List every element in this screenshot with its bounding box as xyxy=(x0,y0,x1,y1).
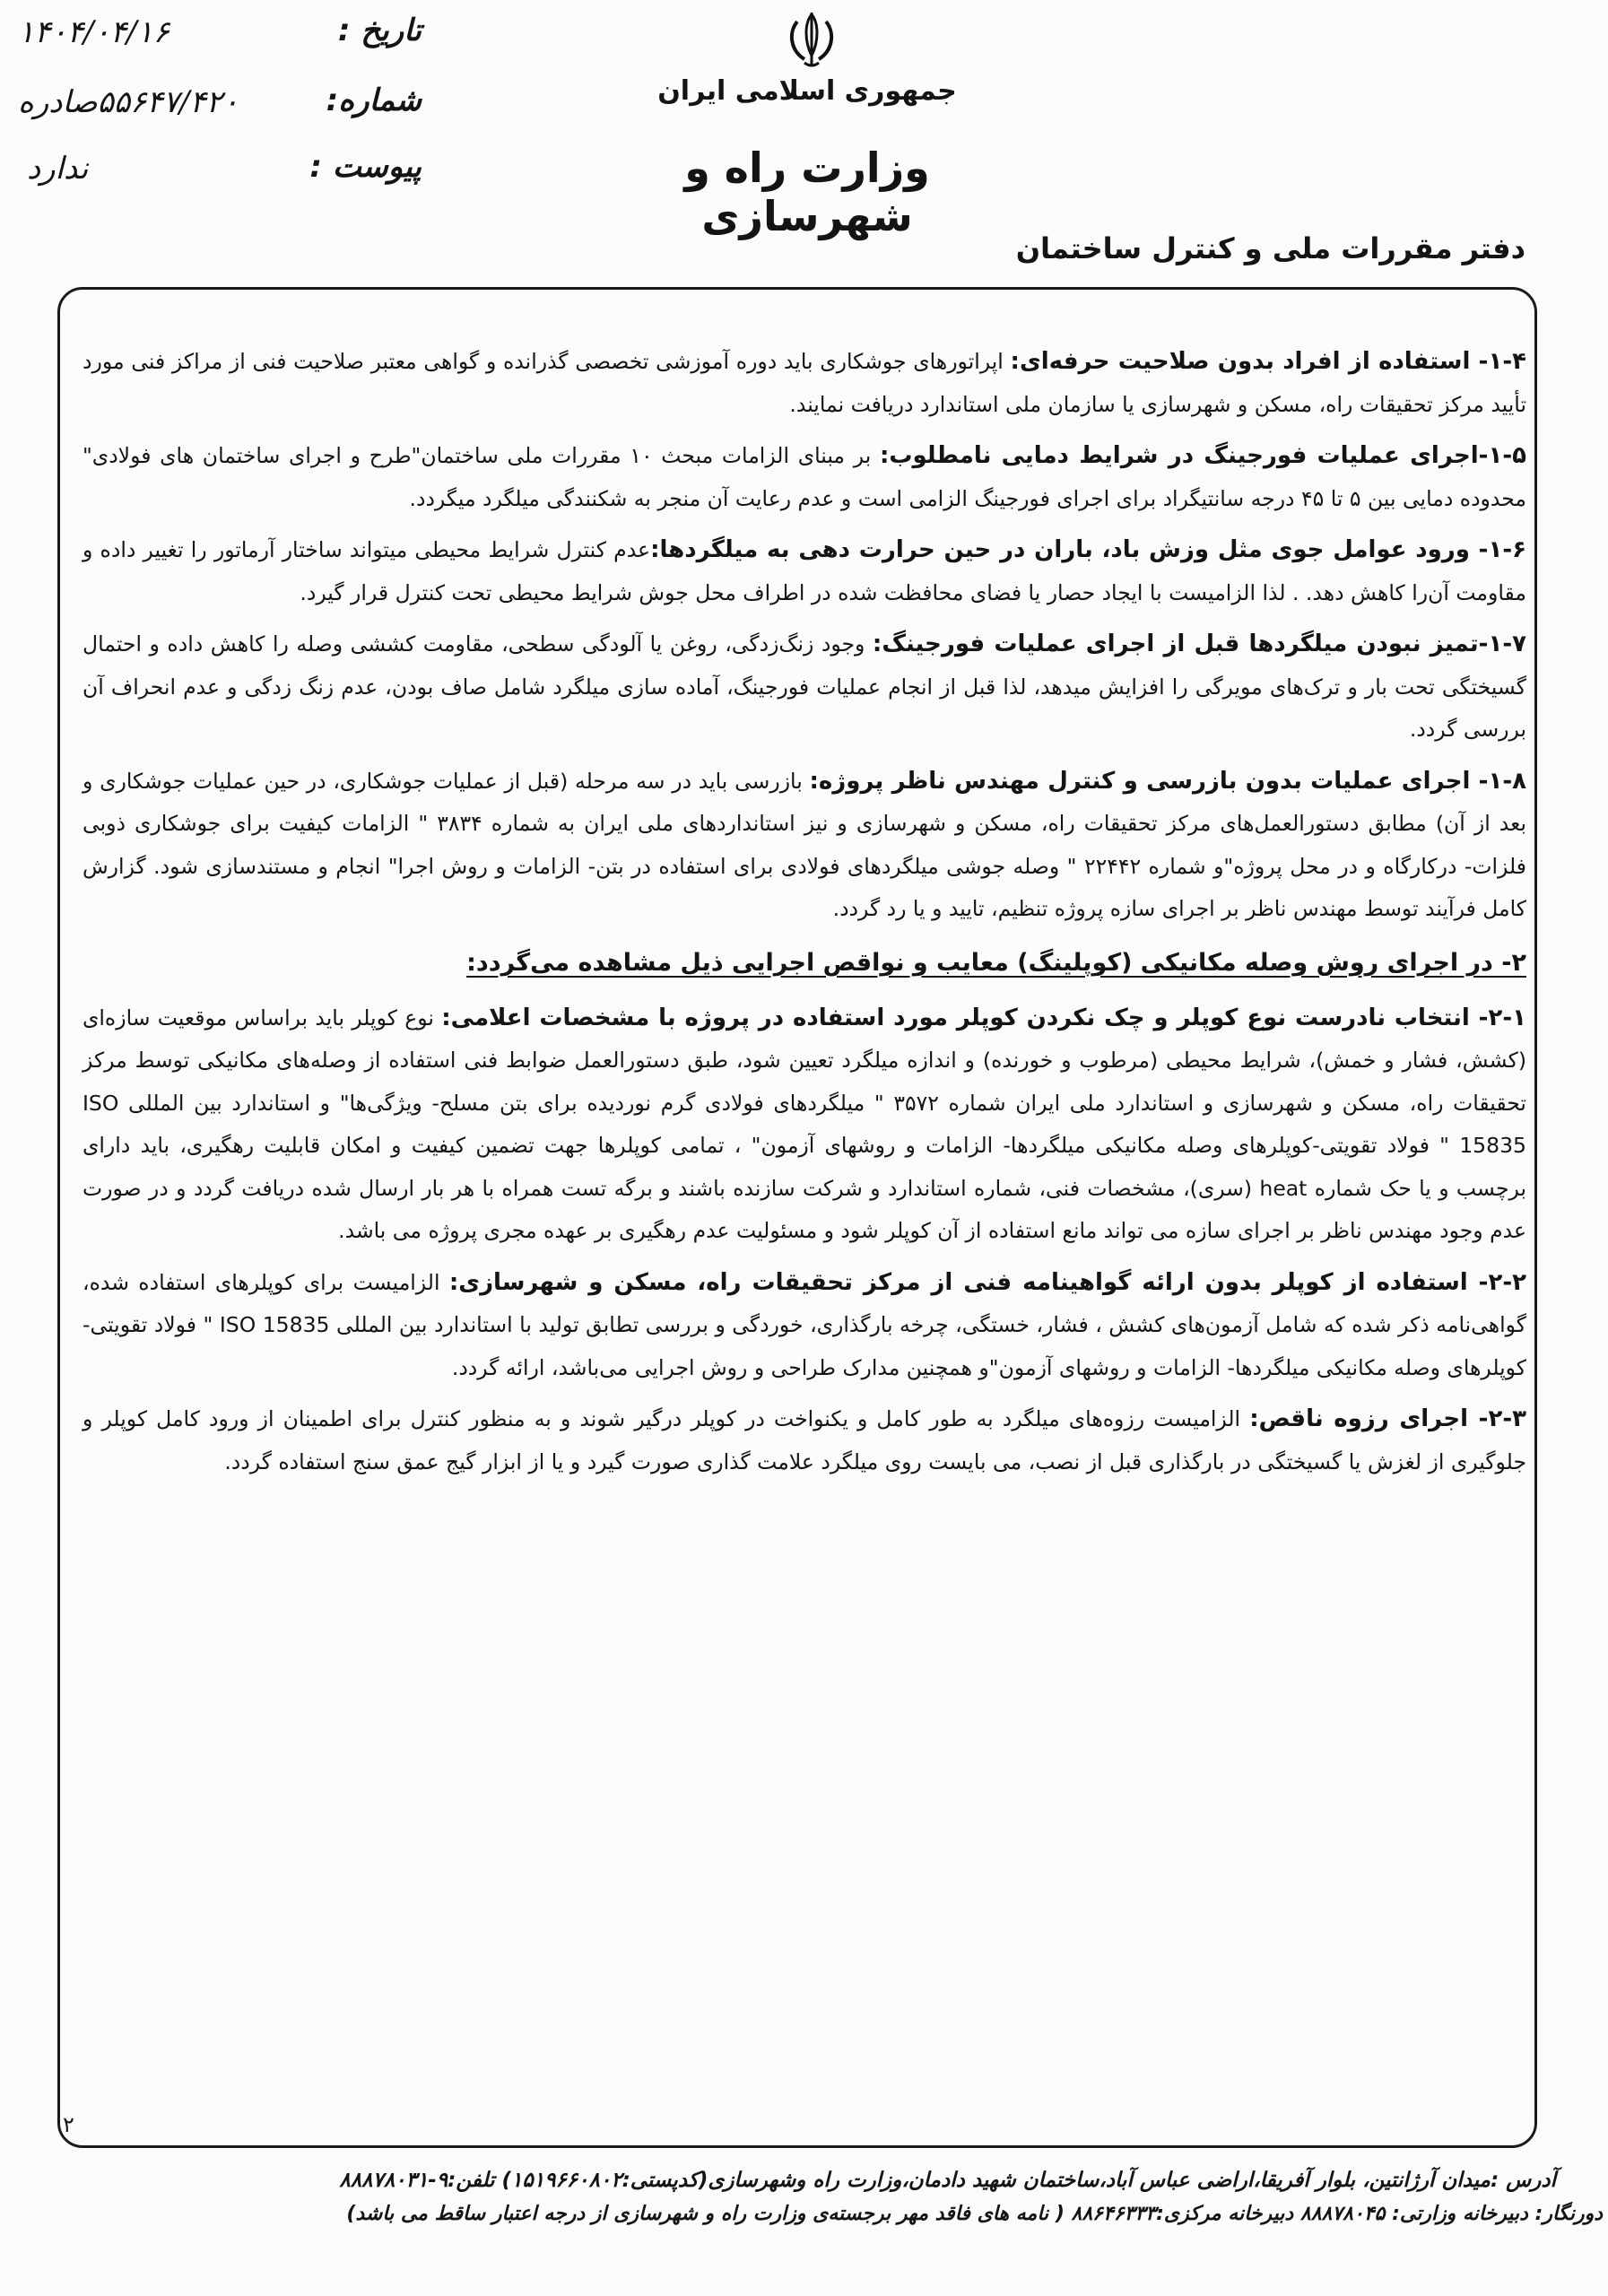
country-name: جمهوری اسلامی ایران xyxy=(657,75,957,107)
paragraph-heading: ۲-۲- استفاده از کوپلر بدون ارائه گواهینامه فنی از مرکز تحقیقات راه، مسکن و شهرسازی: xyxy=(448,1268,1526,1296)
office-title: دفتر مقررات ملی و کنترل ساختمان xyxy=(1015,231,1525,265)
paragraph-text: وجود زنگ‌زدگی، روغن یا آلودگی سطحی، مقاومت کششی وصله را کاهش داده و احتمال گسیختگی تحت بار و ترک‌های مویرگی را افزایش میدهد، لذا قبل از انجام عملیات فورجینگ، آماده سازی میلگرد شامل صاف بودن، عدم زنگ زدگی و عدم انحراف آن بررسی گردد. xyxy=(83,631,1526,742)
paragraph-heading: ۱-۸- اجرای عملیات بدون بازرسی و کنترل مهندس ناظر پروژه: xyxy=(809,767,1527,795)
ministry-name: وزارت راه و شهرسازی xyxy=(684,144,930,240)
attachment-label: پیوست : xyxy=(309,149,422,185)
date-row xyxy=(18,13,422,63)
paragraph-1-5 xyxy=(83,435,1526,520)
letter-body xyxy=(83,341,1526,1492)
paragraph-heading: ۲-۱- انتخاب نادرست نوع کوپلر و چک نکردن کوپلر مورد استفاده در پروژه با مشخصات اعلامی: xyxy=(441,1004,1526,1031)
section-2-title xyxy=(83,940,1526,987)
section-2-title-text: ۲- در اجرای روش وصله مکانیکی (کوپلینگ) معایب و نواقص اجرایی ذیل مشاهده می‌گردد: xyxy=(466,948,1526,977)
paragraph-heading: ۱-۶- ورود عوامل جوی مثل وزش باد، باران در حین حرارت دهی به میلگردها: xyxy=(650,536,1526,563)
paragraph-2-1 xyxy=(83,997,1526,1253)
paragraph-text: بازرسی باید در سه مرحله (قبل از عملیات جوشکاری، در حین عملیات جوشکاری و بعد از آن) مطابق دستورالعمل‌های مرکز تحقیقات راه، مسکن و شهرسازی و نیز استانداردهای ملی ایران به شماره ۳۸۳۴ " الزامات کیفیت برای جوشکاری ذوبی فلزات- درکارگاه و در محل پروژه"و شماره ۲۲۴۴۲ " وصله جوشی میلگردهای فولادی برای استفاده در بتن- الزامات و روش اجرا" انجام و مستندسازی شود. گزارش کامل فرآیند توسط مهندس ناظر بر اجرای سازه پروژه تنظیم، تایید و یا رد گردد. xyxy=(83,768,1526,921)
page-number: ۲ xyxy=(63,2112,74,2137)
number-value: ۵۵۶۴۷/۴۲۰صادره xyxy=(18,84,239,120)
footer xyxy=(0,2163,1608,2231)
paragraph-text: الزامیست رزوه‌های میلگرد به طور کامل و یکنواخت در کوپلر درگیر شوند و به منظور کنترل برای اطمینان از ورود کامل کوپلر و جلوگیری از لغزش یا گسیختگی در بارگذاری قبل از نصب، می بایست روی میلگرد علامت گذاری صورت گیرد و یا از ابزار گیج عمق سنج استفاده گردد. xyxy=(83,1406,1526,1474)
number-label: شماره: xyxy=(326,83,422,118)
paragraph-heading: ۱-۴- استفاده از افراد بدون صلاحیت حرفه‌ای: xyxy=(1010,348,1526,375)
paragraph-heading: ۱-۷-تمیز نبودن میلگردها قبل از اجرای عملیات فورجینگ: xyxy=(872,631,1526,657)
paragraph-text: اپراتورهای جوشکاری باید دوره آموزشی تخصصی گذرانده و گواهی معتبر صلاحیت فنی از مراکز فنی مورد تأیید مرکز تحقیقات راه، مسکن و شهرسازی یا سازمان ملی استاندارد دریافت نمایند. xyxy=(83,349,1526,417)
footer-address: آدرس :میدان آرژانتین، بلوار آفریقا،اراضی عباس آباد،ساختمان شهید دادمان،وزارت راه وشهرسازی(کدپستی:۱۵۱۹۶۶۰۸۰۲) تلفن:۹-۸۸۸۷۸۰۳۱ xyxy=(339,2169,1556,2192)
paragraph-2-2 xyxy=(83,1262,1526,1390)
paragraph-1-4 xyxy=(83,341,1526,426)
paragraph-text: بر مبنای الزامات مبحث ۱۰ مقررات ملی ساختمان"طرح و اجرای ساختمان های فولادی" محدوده دمایی بین ۵ تا ۴۵ درجه سانتیگراد برای اجرای فورجینگ الزامی است و عدم رعایت آن منجر به شکنندگی میلگرد میگردد. xyxy=(83,443,1526,511)
date-value: ۱۴۰۴/۰۴/۱۶ xyxy=(18,14,170,50)
paragraph-2-3 xyxy=(83,1398,1526,1483)
attachment-row xyxy=(18,149,422,199)
paragraph-1-6 xyxy=(83,529,1526,614)
footer-fax: دورنگار: دبیرخانه وزارتی: ۸۸۸۷۸۰۴۵ دبیرخانه مرکزی:۸۸۶۴۶۳۳۳ ( نامه های فاقد مهر برجسته‌ی وزارت راه و شهرسازی از درجه اعتبار ساقط می باشد) xyxy=(346,2203,1603,2225)
attachment-value: ندارد xyxy=(27,151,89,187)
paragraph-heading: ۱-۵-اجرای عملیات فورجینگ در شرایط دمایی نامطلوب: xyxy=(879,442,1526,469)
paragraph-text: عدم کنترل شرایط محیطی میتواند ساختار آرماتور را تغییر داده و مقاومت آن‌را کاهش دهد. . لذا الزامیست با ایجاد حصار یا فضای محافظت شده در اطراف محل جوش شرایط محیطی تحت کنترل قرار گیرد. xyxy=(83,537,1526,605)
paragraph-1-7 xyxy=(83,623,1526,752)
letterhead xyxy=(0,0,1608,240)
paragraph-heading: ۲-۳- اجرای رزوه ناقص: xyxy=(1249,1405,1526,1432)
number-row xyxy=(18,83,422,133)
iran-emblem-icon xyxy=(785,9,839,72)
date-label: تاریخ : xyxy=(337,13,422,48)
paragraph-1-8 xyxy=(83,761,1526,931)
paragraph-text: الزامیست برای کوپلرهای استفاده شده، گواهی‌نامه ذکر شده که شامل آزمون‌های کشش ، فشار، خستگی، چرخه بارگذاری، خوردگی و بررسی تطابق تولید با استاندارد بین المللی ISO 15835 " فولاد تقویتی-کوپلرهای وصله مکانیکی میلگردها- الزامات و روشهای آزمون"و همچنین مدارک طراحی و روش اجرایی می‌باشد، ارائه گردد. xyxy=(83,1269,1526,1380)
paragraph-text: نوع کوپلر باید براساس موقعیت سازه‌ای (کشش، فشار و خمش)، شرایط محیطی (مرطوب و خورنده) و اندازه میلگرد تعیین شود، طبق دستورالعمل ضوابط فنی استفاده از وصله‌های مکانیکی توسط مرکز تحقیقات راه، مسکن و شهرسازی و استاندارد ملی ایران شماره ۳۵۷۲ " میلگردهای فولادی گرم نوردیده برای بتن مسلح- ویژگی‌ها" و استاندارد بین المللی ISO 15835 " فولاد تقویتی-کوپلرهای وصله مکانیکی میلگردها- الزامات و روشهای آزمون" ، تمامی کوپلرها جهت تضمین کیفیت و امکان قابلیت رهگیری، باید دارای برچسب و یا حک شماره heat (سری)، مشخصات فنی، شماره استاندارد و شرکت سازنده باشند و برگه تست همراه با هر بار ارسال شده دریافت گردد و در صورت عدم وجود مهندس ناظر بر اجرای سازه می تواند مانع استفاده از آن کوپلر شود و مسئولیت عدم رهگیری بر عهده مجری پروژه می باشد. xyxy=(83,1004,1526,1243)
